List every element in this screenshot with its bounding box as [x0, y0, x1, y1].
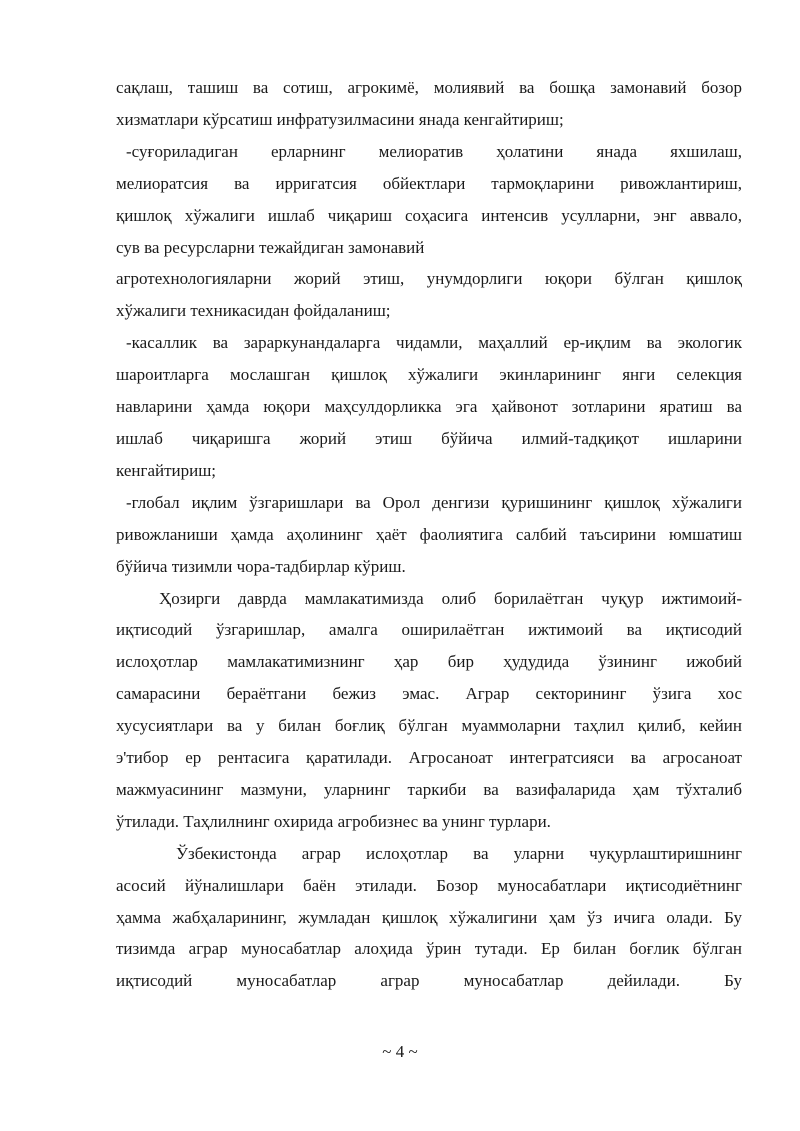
text-line: қишлоқ хўжалиги ишлаб чиқариш соҳасига интенсив усулларни, энг аввало,	[116, 205, 742, 225]
text-line: самарасини бераётгани бежиз эмас. Аграр секторининг ўзига хос	[116, 684, 742, 704]
text-line: асосий йўналишлари баён этилади. Бозор муносабатлари иқтисодиётнинг	[116, 875, 742, 895]
text-line: агротехнологияларни жорий этиш, унумдорлиги юқори бўлган қишлоқ	[116, 269, 742, 289]
text-line: ишлаб чиқаришга жорий этиш бўйича илмий-тадқиқот ишларини	[116, 428, 742, 448]
text-line: сақлаш, ташиш ва сотиш, агрокимё, молиявий ва бошқа замонавий бозор	[116, 78, 742, 97]
text-line: мелиоратсия ва ирригатсия обйектлари тармоқларини ривожлантириш,	[116, 173, 742, 193]
text-line: Ўзбекистонда аграр ислоҳотлар ва уларни чуқурлаштиришнинг	[176, 843, 742, 863]
text-line: ҳамма жабҳаларининг, жумладан қишлоқ хўжалигини ҳам ўз ичига олади. Бу	[116, 907, 742, 927]
body-text	[116, 72, 742, 997]
text-line: ўтилади. Таҳлилнинг охирида агробизнес ва унинг турлари.	[116, 811, 551, 831]
page-number: ~ 4 ~	[382, 1042, 418, 1061]
text-line: -касаллик ва зараркунандаларга чидамли, маҳаллий ер-иқлим ва экологик	[126, 333, 742, 353]
text-line: сув ва ресурсларни тежайдиган замонавий	[116, 237, 425, 257]
text-line: хусусиятлари ва у билан боғлиқ бўлган муаммоларни таҳлил қилиб, кейин	[116, 716, 742, 736]
text-line: шароитларга мослашган қишлоқ хўжалиги экинларининг янги селекция	[116, 365, 742, 385]
text-line: -глобал иқлим ўзгаришлари ва Орол денгизи қуришининг қишлоқ хўжалиги	[126, 492, 742, 512]
text-line: хизматлари кўрсатиш инфратузилмасини янада кенгайтириш;	[116, 109, 564, 129]
text-line: Ҳозирги даврда мамлакатимизда олиб борилаётган чуқур ижтимоий-	[159, 588, 742, 608]
text-line: ислоҳотлар мамлакатимизнинг ҳар бир ҳудудида ўзининг ижобий	[116, 652, 742, 672]
text-line: хўжалиги техникасидан фойдаланиш;	[116, 301, 391, 321]
text-line: ривожланиши ҳамда аҳолининг ҳаёт фаолиятига салбий таъсирини юмшатиш	[116, 524, 742, 544]
text-line: тизимда аграр муносабатлар алоҳида ўрин тутади. Ер билан боғлик бўлган	[116, 939, 742, 959]
text-line: навларини ҳамда юқори маҳсулдорликка эга ҳайвонот зотларини яратиш ва	[116, 397, 742, 417]
text-line: мажмуасининг мазмуни, уларнинг таркиби ва вазифаларида ҳам тўхталиб	[116, 779, 742, 799]
text-line: кенгайтириш;	[116, 460, 217, 480]
text-line: -суғориладиган ерларнинг мелиоратив ҳолатини янада яхшилаш,	[126, 141, 742, 161]
text-line: иқтисодий муносабатлар аграр муносабатлар дейилади. Бу	[116, 971, 742, 991]
text-line: э'тибор ер рентасига қаратилади. Агросаноат интегратсияси ва агросаноат	[116, 748, 742, 768]
text-line: бўйича тизимли чора-тадбирлар кўриш.	[116, 556, 406, 576]
text-line: иқтисодий ўзгаришлар, амалга оширилаётган ижтимоий ва иқтисодий	[116, 620, 742, 640]
